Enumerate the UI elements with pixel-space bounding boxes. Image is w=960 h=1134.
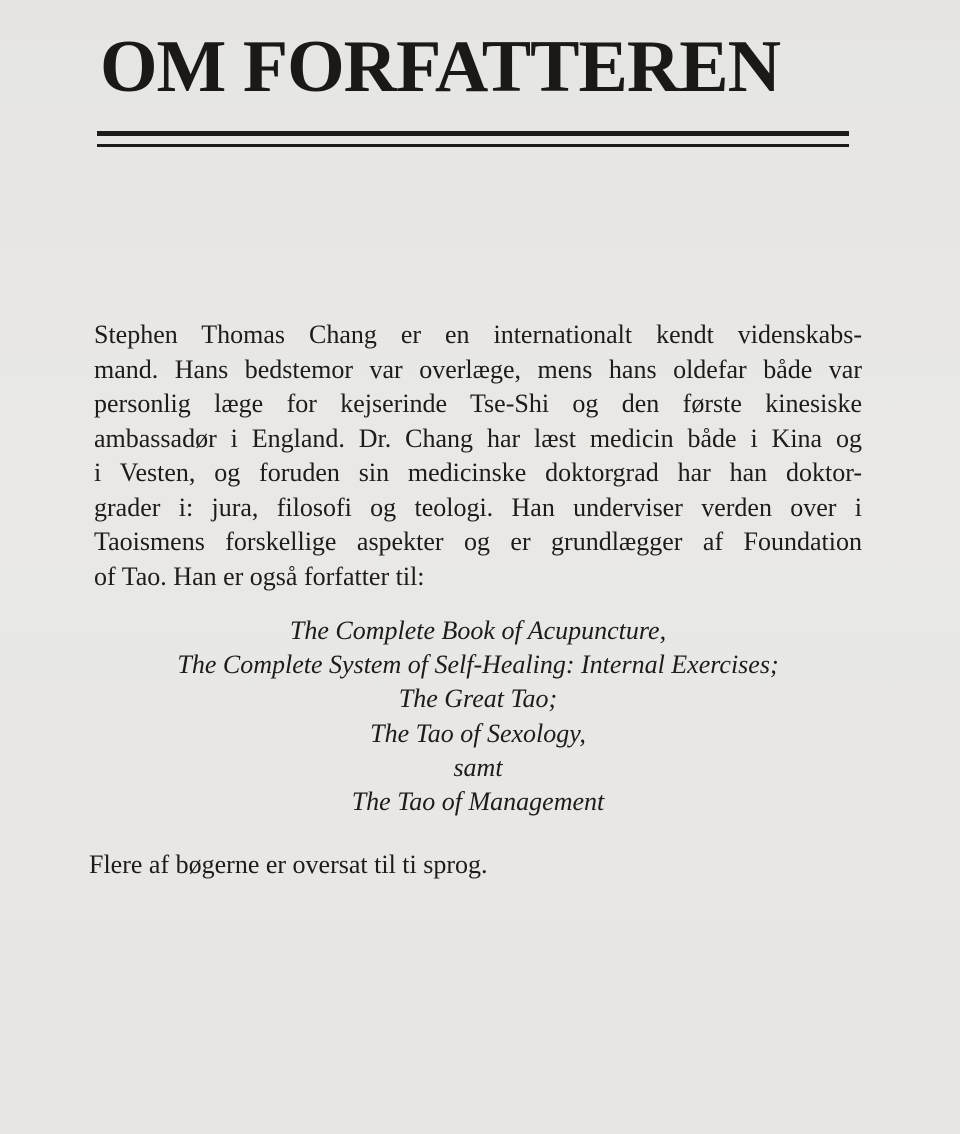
- book-title: The Great Tao;: [398, 684, 558, 714]
- intro-line: i Vesten, og foruden sin medicinske doktorgrad har han doktor-: [94, 458, 862, 487]
- book-title: The Complete Book of Acupuncture,: [289, 616, 667, 645]
- intro-line: mand. Hans bedstemor var overlæge, mens hans oldefar både var: [94, 354, 862, 384]
- book-list: [94, 614, 862, 819]
- title-rule-thick: [97, 131, 849, 136]
- intro-paragraph: [94, 318, 862, 594]
- intro-line: grader i: jura, filosofi og teologi. Han underviser verden over i: [94, 492, 862, 522]
- closing-sentence: Flere af bøgerne er oversat til ti sprog.: [89, 850, 488, 879]
- book-title: The Tao of Management: [351, 787, 605, 817]
- intro-line: Stephen Thomas Chang er en internationalt kendt videnskabs-: [94, 320, 862, 349]
- page-title: OM FORFATTEREN: [100, 26, 781, 108]
- intro-line: Taoismens forskellige aspekter og er grundlægger af Foundation: [94, 527, 862, 556]
- intro-line: ambassadør i England. Dr. Chang har læst medicin både i Kina og: [94, 423, 862, 453]
- title-rule-thin: [97, 144, 849, 147]
- book-title: The Complete System of Self-Healing: Internal Exercises;: [177, 650, 779, 680]
- intro-line: of Tao. Han er også forfatter til:: [94, 561, 425, 591]
- intro-line: personlig læge for kejserinde Tse-Shi og den første kinesiske: [94, 389, 862, 418]
- book-title: The Tao of Sexology,: [370, 718, 586, 748]
- book-list-conjunction: samt: [453, 752, 503, 782]
